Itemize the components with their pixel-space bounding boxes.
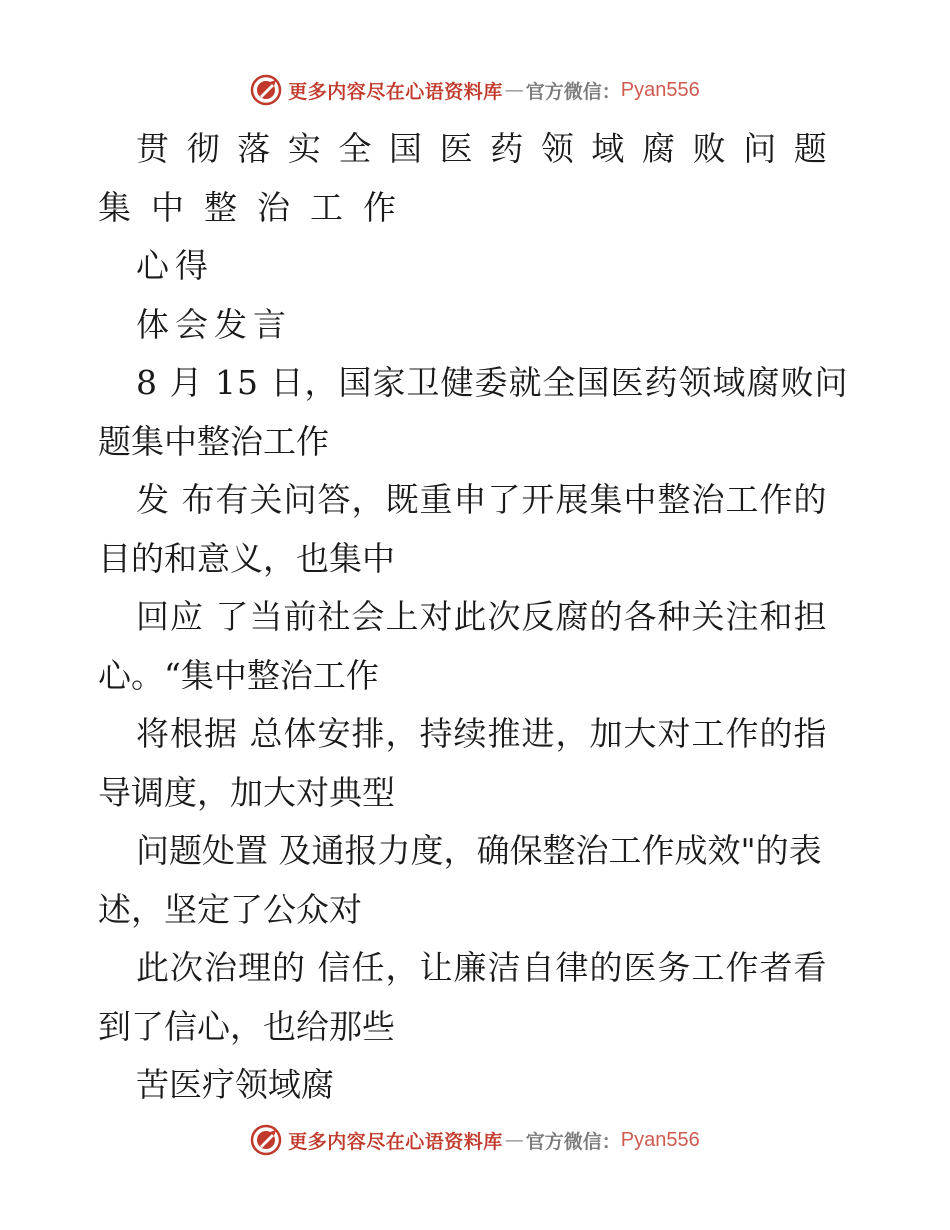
watermark-site-text: 更多内容尽在心语资料库 bbox=[288, 80, 503, 103]
watermark-banner-top bbox=[0, 70, 950, 110]
watermark-banner-bottom bbox=[0, 1120, 950, 1160]
paragraph-line: 题集中整治工作 bbox=[98, 421, 329, 461]
watermark-separator: — bbox=[504, 79, 524, 101]
paragraph-line: 此次治理的 信任，让廉洁自律的医务工作者看 bbox=[136, 948, 828, 987]
watermark-wechat-label: 官方微信： bbox=[525, 1130, 621, 1153]
paragraph-line: 到了信心，也给那些 bbox=[98, 1006, 395, 1046]
watermark-wechat-label: 官方微信： bbox=[525, 80, 621, 103]
paragraph-line: 8 月 15 日，国家卫健委就全国医药领域腐败问 bbox=[136, 363, 849, 402]
watermark-separator: — bbox=[504, 1129, 524, 1151]
title-line-1: 贯彻落实全国医药领域腐败问题 bbox=[136, 129, 845, 168]
logo-icon bbox=[250, 74, 282, 106]
title-line-3: 心得 bbox=[136, 246, 214, 285]
paragraph-line: 心。“集中整治工作 bbox=[98, 655, 379, 695]
title-line-2: 集中整治工作 bbox=[98, 187, 416, 227]
paragraph-line: 苦医疗领域腐 bbox=[136, 1065, 334, 1104]
paragraph-line: 回应 了当前社会上对此次反腐的各种关注和担 bbox=[136, 597, 828, 636]
watermark-wechat-id: Pyan556 bbox=[620, 1128, 700, 1151]
paragraph-line: 导调度，加大对典型 bbox=[98, 772, 395, 812]
paragraph-line: 目的和意义，也集中 bbox=[98, 538, 395, 578]
watermark-wechat-id: Pyan556 bbox=[620, 78, 700, 101]
paragraph-line: 发 布有关问答，既重申了开展集中整治工作的 bbox=[136, 480, 828, 519]
watermark-site-text: 更多内容尽在心语资料库 bbox=[288, 1130, 503, 1153]
paragraph-line: 问题处置 及通报力度，确保整治工作成效"的表 bbox=[136, 831, 822, 870]
document-body bbox=[98, 120, 858, 1115]
title-line-4: 体会发言 bbox=[136, 304, 292, 344]
paragraph-line: 述，坚定了公众对 bbox=[98, 889, 362, 929]
paragraph-line: 将根据 总体安排，持续推进，加大对工作的指 bbox=[136, 714, 828, 753]
logo-icon bbox=[250, 1124, 282, 1156]
